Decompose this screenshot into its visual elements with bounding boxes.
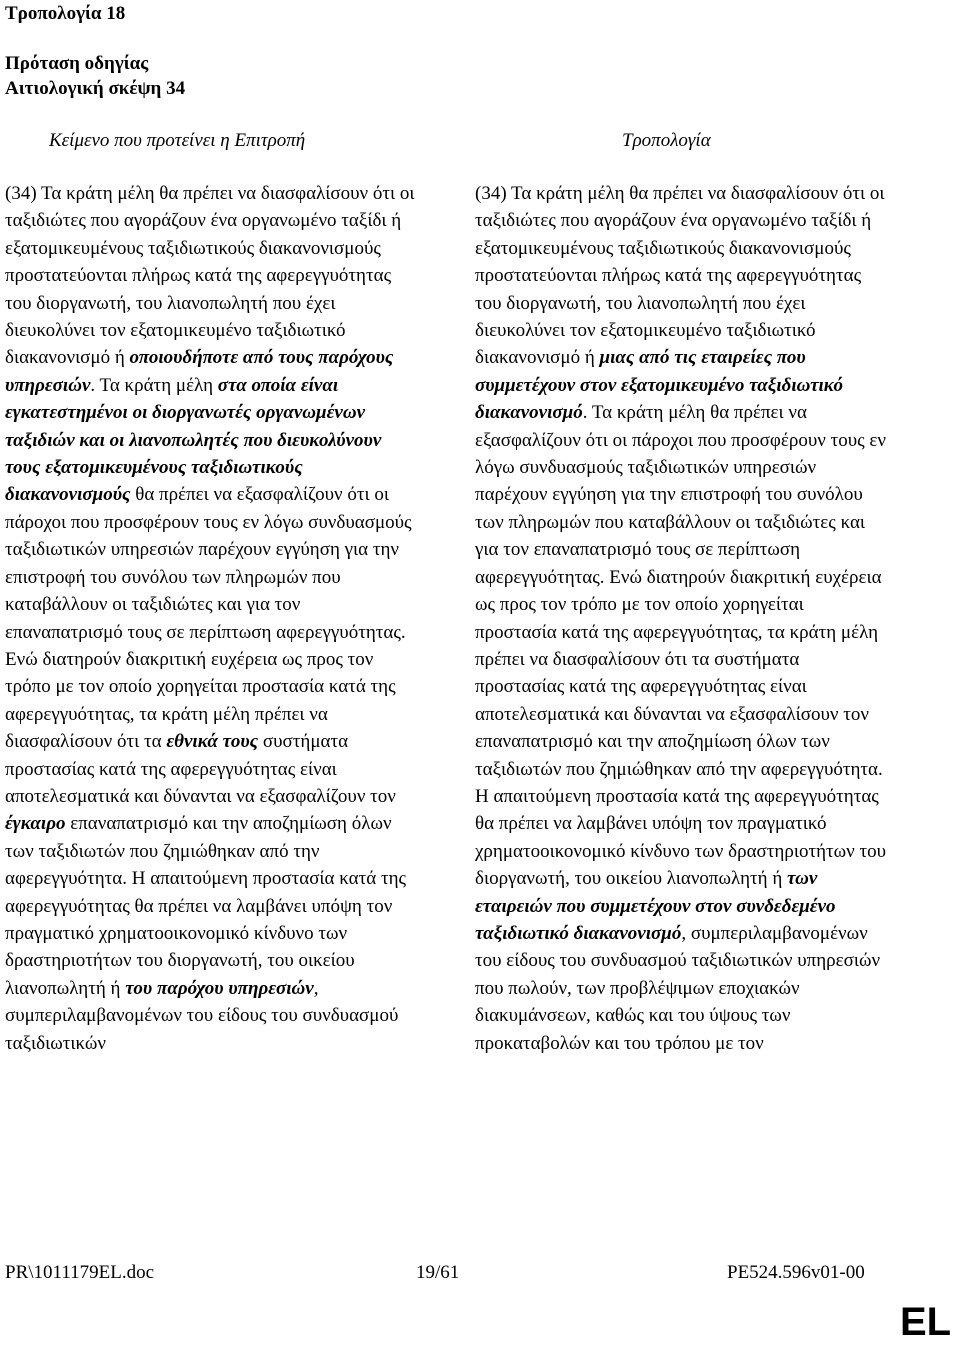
- amendment-text-body: [475, 180, 887, 1057]
- emphasized-text-run: στα οποία είναι εγκατεστημένοι οι διοργανωτές οργανωμένων ταξιδιών και οι λιανοπωλητές που διευκολύνουν τους εξατομικευμένους ταξιδιωτικούς διακανονισμούς: [5, 374, 382, 506]
- recital-label: Αιτιολογική σκέψη 34: [5, 78, 186, 99]
- commission-text-heading: Κείμενο που προτείνει η Επιτροπή: [49, 130, 306, 151]
- proposal-label: Πρόταση οδηγίας: [5, 53, 149, 74]
- text-run: (34) Τα κράτη μέλη θα πρέπει να διασφαλίσουν ότι οι ταξιδιώτες που αγοράζουν ένα οργανωμένο ταξίδι ή εξατομικευμένους ταξιδιωτικούς διακανονισμούς προστατεύονται πλήρως κατά της αφερεγγυότητας του διοργανωτή, του λιανοπωλητή που έχει διευκολύνει τον εξατομικευμένο ταξιδιωτικό διακανονισμό ή: [5, 183, 415, 369]
- emphasized-text-run: έγκαιρο: [5, 813, 66, 835]
- emphasized-text-run: των εταιρειών που συμμετέχουν στον συνδεδεμένο ταξιδιωτικό διακανονισμό: [475, 868, 836, 944]
- emphasized-text-run: του παρόχου υπηρεσιών: [125, 977, 314, 999]
- text-run: , συμπεριλαμβανομένων του είδους του συνδυασμού ταξιδιωτικών: [5, 977, 399, 1054]
- text-run: , συμπεριλαμβανομένων του είδους του συνδυασμού ταξιδιωτικών υπηρεσιών που πωλούν, των προβλέψιμων εποχιακών διακυμάνσεων, καθώς και του ύψους των προκαταβολών και του τρόπου με τον: [475, 922, 881, 1054]
- amendment-title: Τροπολογία 18: [5, 3, 126, 24]
- emphasized-text-run: μιας από τις εταιρείες που συμμετέχουν στον εξατομικευμένο ταξιδιωτικό διακανονισμό: [475, 347, 843, 424]
- text-run: επαναπατρισμό και την αποζημίωση όλων των ταξιδιωτών που ζημιώθηκαν από την αφερεγγυότητα. Η απαιτούμενη προστασία κατά της αφερεγγυότητας θα πρέπει να λαμβάνει υπόψη τον πραγματικό χρηματοοικονομικό κίνδυνο των δραστηριοτήτων του διοργανωτή, του οικείου λιανοπωλητή ή: [5, 813, 407, 999]
- commission-text-body: [5, 180, 417, 1057]
- text-run: θα πρέπει να εξασφαλίζουν ότι οι πάροχοι που προσφέρουν τους εν λόγω συνδυασμούς ταξιδιωτικών υπηρεσιών παρέχουν εγγύηση για την επιστροφή του συνόλου των πληρωμών που καταβάλλουν οι ταξιδιώτες και για τον επαναπατρισμό τους σε περίπτωση αφερεγγυότητας. Ενώ διατηρούν διακριτική ευχέρεια ως προς τον τρόπο με τον οποίο χορηγείται προστασία κατά της αφερεγγυότητας, τα κράτη μέλη πρέπει να διασφαλίσουν ότι τα: [5, 484, 412, 753]
- text-run: συστήματα προστασίας κατά της αφερεγγυότητας είναι αποτελεσματικά και δύνανται να εξασφαλίζουν τον: [5, 731, 396, 807]
- emphasized-text-run: οποιουδήποτε από τους παρόχους υπηρεσιών: [5, 347, 394, 396]
- page-number: 19/61: [416, 1262, 460, 1283]
- pe-reference: PE524.596v01-00: [727, 1262, 865, 1283]
- emphasized-text-run: εθνικά τους: [166, 731, 259, 753]
- amendment-column-heading: Τροπολογία: [622, 130, 711, 151]
- text-run: . Τα κράτη μέλη θα πρέπει να εξασφαλίζουν ότι οι πάροχοι που προσφέρουν τους εν λόγω συνδυασμούς ταξιδιωτικών υπηρεσιών παρέχουν εγγύηση για την επιστροφή του συνόλου των πληρωμών που καταβάλλουν οι ταξιδιώτες και για τον επαναπατρισμό τους σε περίπτωση αφερεγγυότητας. Ενώ διατηρούν διακριτική ευχέρεια ως προς τον τρόπο με τον οποίο χορηγείται προστασία κατά της αφερεγγυότητας, τα κράτη μέλη πρέπει να διασφαλίσουν ότι τα συστήματα προστασίας κατά της αφερεγγυότητας είναι αποτελεσματικά και δύνανται να εξασφαλίσουν τον επαναπατρισμό και την αποζημίωση όλων των ταξιδιωτών που ζημιώθηκαν από την αφερεγγυότητα. Η απαιτούμενη προστασία κατά της αφερεγγυότητας θα πρέπει να λαμβάνει υπόψη τον πραγματικό χρηματοοικονομικό κίνδυνο των δραστηριοτήτων του διοργανωτή, του οικείου λιανοπωλητή ή: [475, 402, 887, 890]
- text-run: (34) Τα κράτη μέλη θα πρέπει να διασφαλίσουν ότι οι ταξιδιώτες που αγοράζουν ένα οργανωμένο ταξίδι ή εξατομικευμένους ταξιδιωτικούς διακανονισμούς προστατεύονται πλήρως κατά της αφερεγγυότητας του διοργανωτή, του λιανοπωλητή που έχει διευκολύνει τον εξατομικευμένο ταξιδιωτικό διακανονισμό ή: [475, 183, 885, 369]
- language-code: EL: [900, 1300, 952, 1344]
- text-run: . Τα κράτη μέλη: [90, 374, 218, 396]
- document-reference: PR\1011179EL.doc: [5, 1262, 155, 1283]
